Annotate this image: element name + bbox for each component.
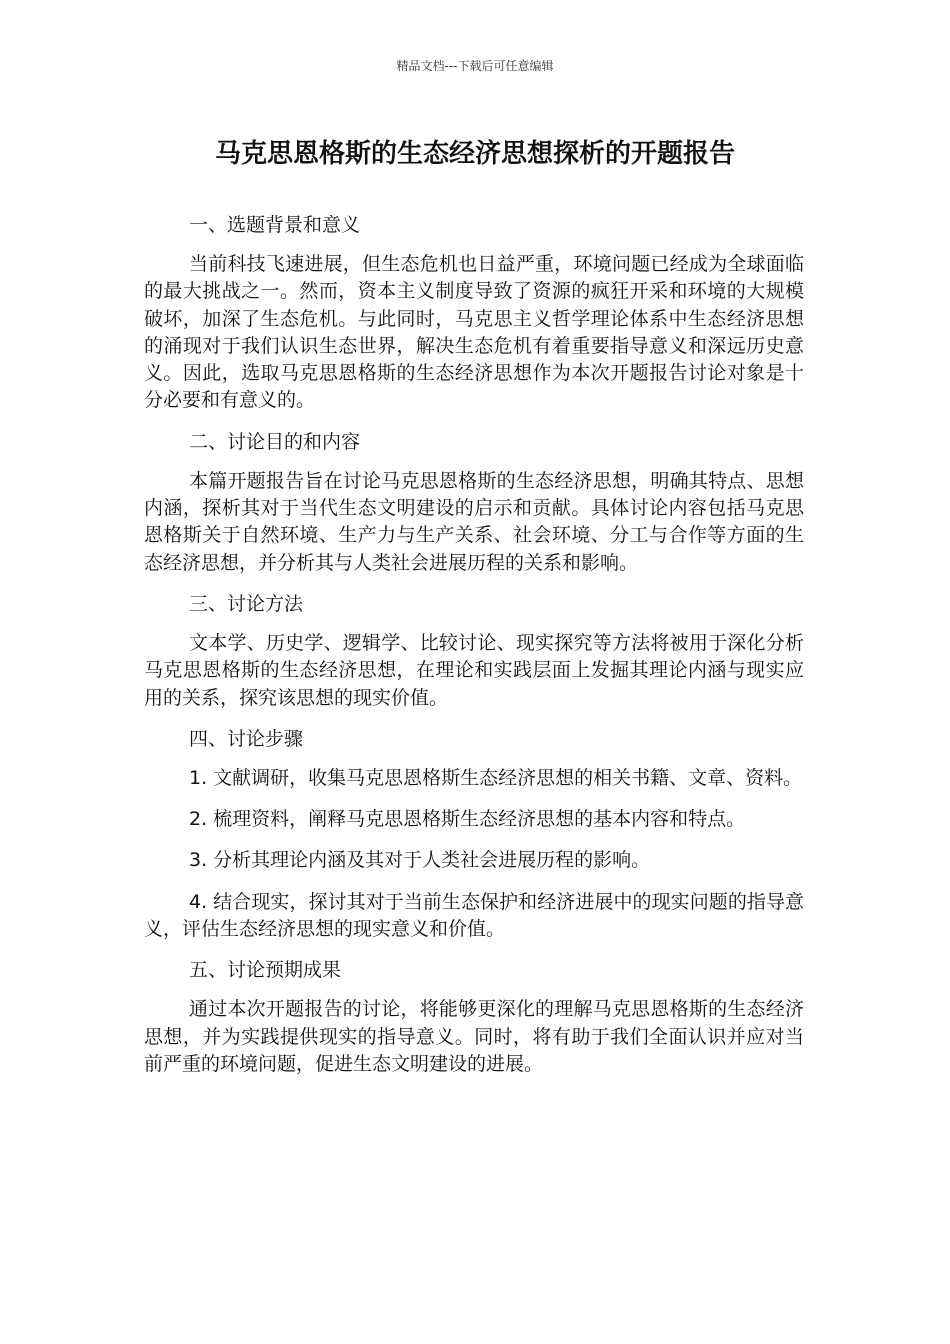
section-method	[144, 591, 804, 712]
section-heading: 一、选题背景和意义	[189, 214, 361, 236]
section-purpose	[144, 429, 804, 577]
paragraph: 本篇开题报告旨在讨论马克思恩格斯的生态经济思想，明确其特点、思想内涵，探析其对于当代生态文明建设的启示和贡献。具体讨论内容包括马克思恩格斯关于自然环境、生产力与生产关系、社会环境、分工与合作等方面的生态经济思想，并分析其与人类社会进展历程的关系和影响。	[144, 469, 804, 574]
step-item: 4. 结合现实，探讨其对于当前生态保护和经济进展中的现实问题的指导意义，评估生态经济思想的现实意义和价值。	[144, 890, 804, 941]
section-heading: 四、讨论步骤	[189, 727, 304, 750]
section-outcomes	[144, 957, 804, 1078]
paragraph: 当前科技飞速进展，但生态危机也日益严重，环境问题已经成为全球面临的最大挑战之一。然而，资本主义制度导致了资源的疯狂开采和环境的大规模破坏，加深了生态危机。与此同时，马克思主义哲学理论体系中生态经济思想的涌现对于我们认识生态世界，解决生态危机有着重要指导意义和深远历史意义。因此，选取马克思恩格斯的生态经济思想作为本次开题报告讨论对象是十分必要和有意义的。	[144, 253, 804, 412]
section-steps	[144, 726, 804, 943]
step-item: 2. 梳理资料，阐释马克思恩格斯生态经济思想的基本内容和特点。	[189, 808, 746, 831]
document-title: 马克思恩格斯的生态经济思想探析的开题报告	[214, 139, 735, 169]
paragraph: 通过本次开题报告的讨论，将能够更深化的理解马克思恩格斯的生态经济思想，并为实践提供现实的指导意义。同时，将有助于我们全面认识并应对当前严重的环境问题，促进生态文明建设的进展。	[144, 998, 804, 1075]
section-heading: 三、讨论方法	[189, 592, 304, 615]
section-background	[144, 212, 804, 415]
section-heading: 二、讨论目的和内容	[189, 430, 361, 453]
header-note: 精品文档---下载后可任意编辑	[396, 59, 554, 73]
document-body	[144, 212, 804, 1092]
section-heading: 五、讨论预期成果	[189, 959, 342, 982]
step-item: 1. 文献调研，收集马克思恩格斯生态经济思想的相关书籍、文章、资料。	[189, 766, 803, 789]
step-item: 3. 分析其理论内涵及其对于人类社会进展历程的影响。	[189, 849, 651, 872]
paragraph: 文本学、历史学、逻辑学、比较讨论、现实探究等方法将被用于深化分析马克思恩格斯的生态经济思想，在理论和实践层面上发掘其理论内涵与现实应用的关系，探究该思想的现实价值。	[144, 631, 804, 709]
